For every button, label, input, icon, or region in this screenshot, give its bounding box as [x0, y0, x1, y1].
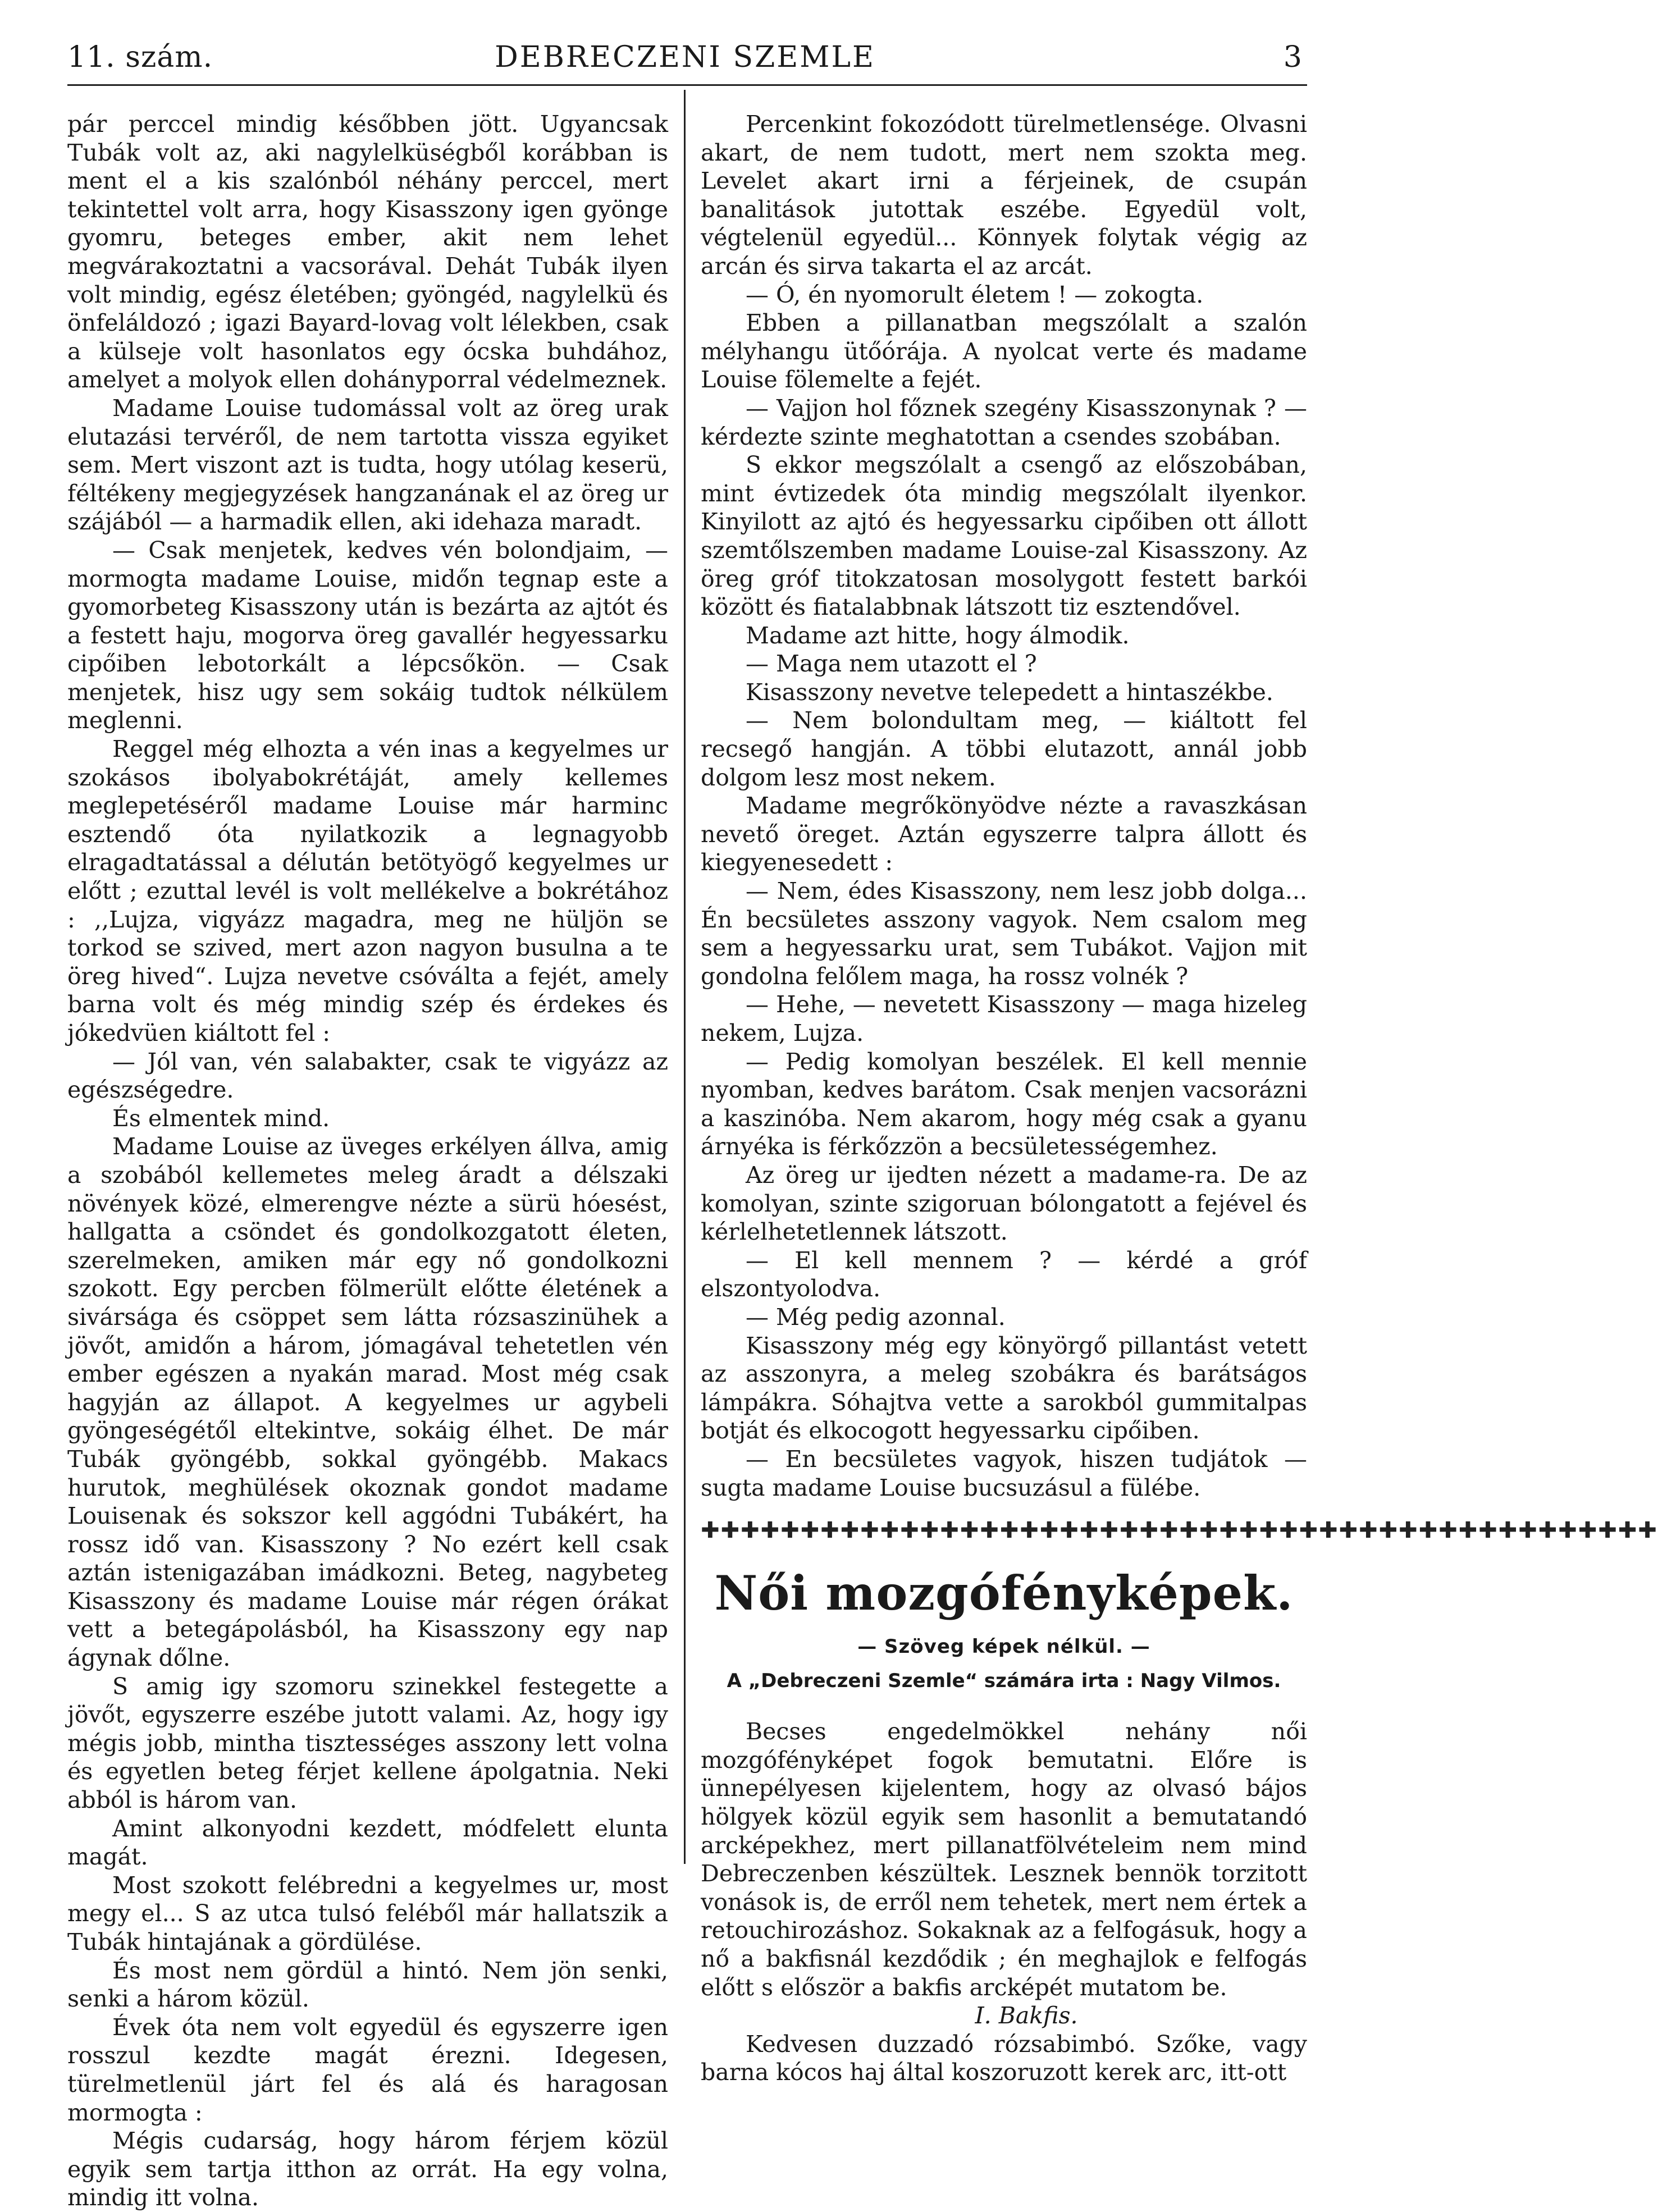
- paragraph: — Hehe, — nevetett Kisasszony — maga hizeleg nekem, Lujza.: [701, 991, 1307, 1046]
- paragraph: — Ó, én nyomorult életem ! — zokogta.: [746, 281, 1204, 308]
- paragraph: És elmentek mind.: [112, 1104, 330, 1132]
- paragraph: Kedvesen duzzadó rózsabimbó. Szőke, vagy barna kócos haj által koszoruzott kerek arc, itt-ott: [701, 2030, 1307, 2086]
- paragraph: Reggel még elhozta a vén inas a kegyelmes ur szokásos ibolyabokrétáját, amely kellemes meglepetéséről madame Louise már harminc esztendő óta nyilatkozik a legnagyobb elragadtatással a délután betötyögő kegyelmes ur előtt ; ezuttal levél is volt mellékelve a bokrétához : ,,Lujza, vigyázz magadra, meg ne hüljön se torkod se szived, mert azon nagyon busulna a te öreg hived“. Lujza nevetve csóválta a fejét, amely barna volt és még mindig szép és érdekes és jókedvüen kiáltott fel :: [67, 735, 668, 1046]
- paragraph: Madame azt hitte, hogy álmodik.: [746, 621, 1130, 649]
- paragraph: — Még pedig azonnal.: [746, 1303, 1006, 1331]
- left-column: [67, 110, 668, 2212]
- header-rule: [67, 84, 1307, 86]
- paragraph: Becses engedelmökkel nehány női mozgófényképet fogok bemutatni. Előre is ünnepélyesen kijelentem, hogy az olvasó bájos hölgyek közül egyik sem hasonlit a bemutatandó arcképekhez, mert pillanatfölvételeim nem mind Debreczenben készültek. Lesznek bennök torzitott vonások is, de erről nem tehetek, mert nem értek a retouchirozáshoz. Sokaknak az a felfogásuk, hogy a nő a bakfisnál kezdődik ; én meghajlok e felfogás előtt s először a bakfis arcképét mutatom be.: [701, 1718, 1307, 2001]
- paragraph: — Jól van, vén salabakter, csak te vigyázz az egészségedre.: [67, 1048, 668, 1104]
- article-byline: A „Debreczeni Szemle“ számára irta : Nagy Vilmos.: [727, 1669, 1281, 1692]
- page-number: 3: [1283, 40, 1303, 74]
- paragraph: Kisasszony nevetve telepedett a hintaszékbe.: [746, 678, 1273, 706]
- paragraph: Madame Louise az üveges erkélyen állva, amig a szobából kellemetes meleg áradt a délszaki növények közé, elmerengve nézte a sürü hóesést, hallgatta a csöndet és gondolkozgatott életen, szerelmeken, amiken már egy nő gondolkozni szokott. Egy percben fölmerült előtte életének a sivársága és csöppet sem látta rózsaszinühek a jövőt, amidőn a három, jómagával tehetetlen vén ember egészen a nyakán marad. Most még csak hagyján az állapot. A kegyelmes ur agybeli gyöngeségétől eltekintve, sokáig élhet. De már Tubák gyöngébb, sokkal gyöngébb. Makacs hurutok, meghülések okoznak gondot madame Louisenak és sokszor kell aggódni Tubákért, ha rossz idő van. Kisasszony ? No ezért kell csak aztán istenigazában imádkozni. Beteg, nagybeteg Kisasszony és madame Louise már régen órákat vett a betegápolásból, ha Kisasszony egy nap ágynak dőlne.: [67, 1133, 668, 1672]
- paragraph: — Nem, édes Kisasszony, nem lesz jobb dolga... Én becsületes asszony vagyok. Nem csalom meg sem a hegyessarku urat, sem Tubákot. Vajjon mit gondolna felőlem maga, ha rossz volnék ?: [701, 878, 1307, 990]
- paragraph: Mégis cudarság, hogy három férjem közül egyik sem tartja itthon az orrát. Ha egy volna, mindig itt volna.: [67, 2127, 668, 2211]
- paragraph: S amig igy szomoru szinekkel festegette a jövőt, egyszerre eszébe jutott valami. Az, hogy igy mégis jobb, mintha tisztességes asszony lett volna és egyetlen beteg férjet kellene ápolgatnia. Neki abból is három van.: [67, 1672, 668, 1814]
- paragraph: — El kell mennem ? — kérdé a gróf elszontyolodva.: [701, 1246, 1307, 1302]
- issue-number: 11. szám.: [67, 40, 213, 74]
- paragraph: Madame Louise tudomással volt az öreg urak elutazási tervéről, de nem tartotta vissza egyiket sem. Mert viszont azt is tudta, hogy utólag keserü, féltékeny megjegyzések hangzanának el az öreg ur szájából — a harmadik ellen, aki idehaza maradt.: [67, 394, 668, 536]
- ornamental-divider: ✚✚✚✚✚✚✚✚✚✚✚✚✚✚✚✚✚✚✚✚✚✚✚✚✚✚✚✚✚✚✚✚✚✚✚✚✚✚✚✚✚✚✚✚✚✚✚✚: [701, 1518, 1658, 1544]
- article-subtitle: — Szöveg képek nélkül. —: [857, 1635, 1150, 1658]
- paragraph: Amint alkonyodni kezdett, módfelett elunta magát.: [67, 1815, 668, 1871]
- paragraph: Most szokott felébredni a kegyelmes ur, most megy el... S az utca tulsó feléből már hallatszik a Tubák hintajának a gördülése.: [67, 1871, 668, 1955]
- paragraph: — En becsületes vagyok, hiszen tudjátok — sugta madame Louise bucsuzásul a fülébe.: [701, 1445, 1307, 1501]
- paragraph: Ebben a pillanatban megszólalt a szalón mélyhangu ütőórája. A nyolcat verte és madame Louise fölemelte a fejét.: [701, 309, 1307, 394]
- paragraph: — Csak menjetek, kedves vén bolondjaim, — mormogta madame Louise, midőn tegnap este a gyomorbeteg Kisasszony után is bezárta az ajtót és a festett haju, mogorva öreg gavallér hegyessarku cipőiben lebotorkált a lépcsőkön. — Csak menjetek, hisz ugy sem sokáig tudtok nélkülem meglenni.: [67, 536, 668, 734]
- paragraph: pár perccel mindig későbben jött. Ugyancsak Tubák volt az, aki nagylelküségből korábban is ment el a kis szalónból néhány perccel, mert tekintettel volt arra, hogy Kisasszony igen gyönge gyomru, beteges ember, akit nem lehet megvárakoztatni a vacsorával. Dehát Tubák ilyen volt mindig, egész életében; gyöngéd, nagylelkü és önfeláldozó ; igazi Bayard-lovag volt lélekben, csak a külseje volt hasonlatos egy ócska buhdához, amelyet a molyok ellen dohányporral védelmeznek.: [67, 111, 668, 394]
- page-header: [67, 40, 1303, 85]
- publication-title: DEBRECZENI SZEMLE: [495, 40, 875, 74]
- paragraph: — Vajjon hol főznek szegény Kisasszonynak ? — kérdezte szinte meghatottan a csendes szobában.: [701, 394, 1307, 450]
- paragraph: — Pedig komolyan beszélek. El kell mennie nyomban, kedves barátom. Csak menjen vacsorázni a kaszinóba. Nem akarom, hogy még csak a gyanu árnyéka is férkőzzön a becsületességemhez.: [701, 1048, 1307, 1160]
- paragraph: — Nem bolondultam meg, — kiáltott fel recsegő hangján. A többi elutazott, annál jobb dolgom lesz most nekem.: [701, 707, 1307, 791]
- column-divider: [684, 90, 686, 1864]
- paragraph: Percenkint fokozódott türelmetlensége. Olvasni akart, de nem tudott, mert nem szokta meg. Levelet akart irni a férjeinek, de csupán banalitások jutottak eszébe. Egyedül volt, végtelenül egyedül... Könnyek folytak végig az arcán és sirva takarta el az arcát.: [701, 111, 1307, 280]
- section-heading: I. Bakfis.: [975, 2002, 1078, 2030]
- paragraph: S ekkor megszólalt a csengő az előszobában, mint évtizedek óta mindig megszólalt ilyenkor. Kinyilott az ajtó és hegyessarku cipőiben ott állott szemtőlszemben madame Louise-zal Kisasszony. Az öreg gróf titokzatosan mosolygott festett barkói között és fiatalabbnak látszott tiz esztendővel.: [701, 451, 1307, 621]
- right-column: [701, 110, 1658, 2087]
- article-title: Női mozgófényképek.: [714, 1565, 1294, 1621]
- paragraph: És most nem gördül a hintó. Nem jön senki, senki a három közül.: [67, 1957, 668, 2013]
- paragraph: Évek óta nem volt egyedül és egyszerre igen rosszul kezdte magát érezni. Idegesen, türelmetlenül járt fel és alá és haragosan mormogta :: [67, 2013, 668, 2126]
- paragraph: Kisasszony még egy könyörgő pillantást vetett az asszonyra, a meleg szobákra és barátságos lámpákra. Sóhajtva vette a sarokból gummitalpas botját és elkocogott hegyessarku cipőiben.: [701, 1332, 1307, 1445]
- paragraph: Madame megrőkönyödve nézte a ravaszkásan nevető öreget. Aztán egyszerre talpra állott és kiegyenesedett :: [701, 792, 1307, 876]
- paragraph: — Maga nem utazott el ?: [746, 650, 1037, 678]
- paragraph: Az öreg ur ijedten nézett a madame-ra. De az komolyan, szinte szigoruan bólongatott a fejével és kérlelhetetlennek látszott.: [701, 1161, 1307, 1246]
